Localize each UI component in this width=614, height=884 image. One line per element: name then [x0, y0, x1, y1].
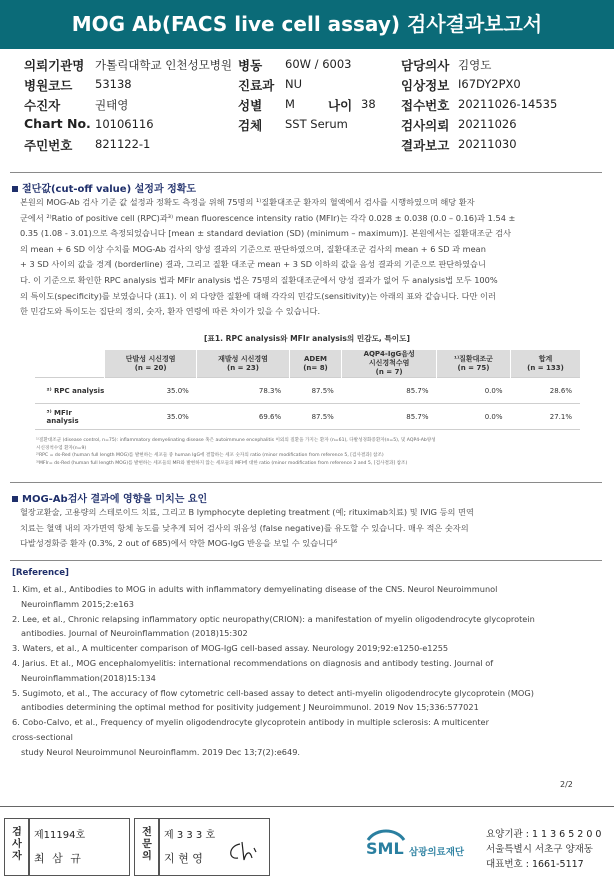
- doctor-label: 담당의사: [401, 58, 450, 73]
- para-line: 의 특이도(specificity)를 보였습니다 (표1). 이 외 다양한 질환에 대해 각각의 민감도(sensitivity)는 아래의 표와 같습니다. 다만 이러: [20, 290, 496, 301]
- receipt-value: 20211026-14535: [458, 97, 558, 111]
- section1-title-text: 절단값(cut-off value) 설정과 정확도: [22, 184, 197, 195]
- section-divider: [10, 560, 602, 561]
- para-line: 의 mean + 6 SD 이상 수치를 MOG-Ab 검사의 양성 결과의 기준으로 판단하였으며, 질환대조군 검사의 mean + 6 SD 과 mean: [20, 243, 486, 254]
- reference-item: study Neurol Neuroimmunol Neuroinflamm. 2019 Dec 13;7(2):e649.: [21, 746, 301, 757]
- signature-icon: [226, 838, 262, 864]
- table-cell: 78.3%: [197, 378, 289, 404]
- ward-value: 60W / 6003: [285, 57, 352, 71]
- footnote: 시신경척수염 환자(n=9): [36, 445, 87, 451]
- reference-item: 1. Kim, et al., Antibodies to MOG in adults with inflammatory demyelinating disease of the CNS. Neurol Neuroimmunol: [12, 584, 498, 594]
- row-label: ³⁾ MFIr analysis: [35, 404, 105, 430]
- institution-value: 가톨릭대학교 인천성모병원: [95, 58, 232, 72]
- section-divider: [10, 172, 602, 173]
- institution-label: 의뢰기관명: [24, 58, 85, 73]
- para-line: 치료는 혈액 내의 자가면역 항체 농도를 낮추게 되어 검사의 위음성 (false negative)를 유도할 수 있습니다. 매우 적은 숫자의: [20, 522, 469, 533]
- col-header: ADEM (n= 8): [289, 350, 342, 378]
- para-line: 한 민감도와 특이도는 집단의 정의, 숫자, 환자 연령에 따른 차이가 있을 수 있습니다.: [20, 306, 321, 317]
- col-header: 재발성 시신경염 (n = 23): [197, 350, 289, 378]
- table-title: [표1. RPC analysis와 MFIr analysis의 민감도, 특이도]: [204, 334, 410, 343]
- report-label: 결과보고: [401, 138, 450, 153]
- table-cell: 35.0%: [105, 404, 197, 430]
- sex-label: 성별: [238, 98, 263, 113]
- table-cell: 35.0%: [105, 378, 197, 404]
- section2-title-text: MOG-Ab검사 결과에 영향을 미치는 요인: [22, 494, 208, 505]
- table-cell: 85.7%: [342, 378, 437, 404]
- reference-item: antibodies determining the optimal method for positivity judgement J Neuroimmunol. 2019 Nov 15;336:577021: [21, 702, 479, 713]
- receipt-label: 접수번호: [401, 98, 450, 113]
- logo-sml-text: SML: [366, 839, 404, 858]
- age-label: 나이: [328, 98, 353, 113]
- para-line: 다. 이 기준으로 확인한 RPC analysis 법과 MFIr analysis 법은 75명의 질환대조군에서 양성 결과가 없어 두 analysis법 모두 100%: [20, 274, 498, 285]
- section1-title: [12, 180, 196, 195]
- reference-item: 4. Jarius. Et al., MOG encephalomyelitis: international recommendations on diagnosis and antibody testing. Journal of: [12, 657, 494, 668]
- dept-value: NU: [285, 77, 303, 91]
- footer-divider: [0, 806, 614, 807]
- specialist-name: 지 현 영: [164, 852, 203, 865]
- specialist-label: 전 문 의: [142, 827, 152, 862]
- report-value: 20211030: [458, 137, 517, 151]
- patient-value: 권태영: [95, 98, 129, 112]
- clinical-label: 임상정보: [401, 78, 450, 93]
- row-label: ²⁾ RPC analysis: [35, 378, 105, 404]
- ward-label: 병동: [238, 58, 263, 73]
- table-cell: 85.7%: [342, 404, 437, 430]
- reference-item: 6. Cobo-Calvo, et al., Frequency of myelin oligodendrocyte glycoprotein antibody in multiple sclerosis: A multicenter: [12, 717, 489, 728]
- section-divider: [10, 482, 602, 483]
- sex-value: M: [285, 97, 295, 111]
- para-line: + 3 SD 사이의 값을 경계 (borderline) 결과, 그리고 질환 대조군 mean + 3 SD 이하의 값을 음성 결과의 기준으로 판단하였습니: [20, 259, 486, 270]
- footnote: ²⁾RPC = ds-Red (human full length MOG)를 발현하는 세포들 중 human IgG에 결합하는 세포 숫자의 ratio (minor modification from reference 5, [검사결과] 참조): [36, 453, 384, 458]
- reference-item: Neuroinflammation(2018)15:134: [21, 672, 156, 683]
- table-row: [35, 378, 581, 404]
- request-value: 20211026: [458, 117, 517, 131]
- bullet-square-icon: [12, 496, 18, 502]
- examiner-name: 최 삼 규: [34, 852, 83, 865]
- section1-body: [20, 195, 602, 320]
- patient-label: 수진자: [24, 98, 61, 113]
- reference-item: cross-sectional: [12, 731, 73, 742]
- table-cell: 69.6%: [197, 404, 289, 430]
- col-header: AQP4-IgG음성 시신경척수염 (n = 7): [342, 350, 437, 378]
- dept-label: 진료과: [238, 78, 275, 93]
- phone: 대표번호 : 1661-5117: [486, 859, 584, 870]
- bullet-square-icon: [12, 186, 18, 192]
- table-corner: [35, 350, 105, 378]
- specialist-number: 제 3 3 3 호: [164, 830, 216, 841]
- doctor-value: 김영도: [458, 58, 492, 72]
- footnote: ³⁾MFIr= ds-Red (human full length MOG)를 발현하는 세포들의 MFI와 발현하지 않는 세포들의 MFI에 대한 ratio (minor modification from reference 2 and 5, [검사결과] 참조): [36, 460, 408, 466]
- address: 서울특별시 서초구 양재동: [486, 844, 593, 855]
- hospital-code-label: 병원코드: [24, 78, 73, 93]
- clinical-value: I67DY2PX0: [458, 77, 521, 91]
- footnote: ¹⁾질환대조군 (disease control, n=75): inflammatory demyelinating disease 혹은 autoimmune encephalitis 이외의 질환을 가지는 환자 (n=61), 다발성경화증환자(n=5), 및 AQP4-Ab양성: [36, 438, 436, 443]
- id-label: 주민번호: [24, 138, 73, 153]
- examiner-label-box: [4, 818, 30, 876]
- section2-body: [20, 505, 602, 552]
- col-header: ¹⁾질환대조군 (n = 75): [436, 350, 510, 378]
- reference-list: [12, 582, 602, 760]
- reference-item: 3. Waters, et al., A multicenter comparison of MOG-IgG cell-based assay. Neurology 2019;92:e1250-e1255: [12, 643, 449, 654]
- reference-item: antibodies. Journal of Neuroinflammation (2018)15:302: [21, 628, 248, 639]
- chart-label: Chart No.: [24, 116, 91, 131]
- reference-item: 2. Lee, et al., Chronic relapsing inflammatory optic neuropathy(CRION): a manifestation of myelin oligodendrocyte glycoprotein: [12, 613, 535, 624]
- table-cell: 87.5%: [289, 378, 342, 404]
- table-row: [35, 404, 581, 430]
- para-line: 다발성경화증 환자 (0.3%, 2 out of 685)에서 약한 MOG-IgG 반응을 보일 수 있습니다⁶: [20, 538, 338, 549]
- agency-number: 요양기관 : 1 1 3 6 5 2 0 0: [486, 829, 602, 840]
- id-value: 821122-1: [95, 137, 151, 151]
- col-header: 단발성 시신경염 (n = 20): [105, 350, 197, 378]
- request-label: 검사의뢰: [401, 118, 450, 133]
- para-line: 0.35 (1.08 - 3.01)으로 측정되었습니다 [mean ± standard deviation (SD) (minimum – maximum)]. 본원에서는 질환대조군 검사: [20, 228, 512, 239]
- table-cell: 27.1%: [510, 404, 580, 430]
- reference-item: 5. Sugimoto, et al., The accuracy of flow cytometric cell-based assay to detect anti-myelin oligodendrocyte glycoprotein (MOG): [12, 687, 534, 698]
- examiner-label: 검 사 자: [12, 827, 22, 862]
- table-header-row: [35, 350, 581, 378]
- sensitivity-table: [34, 350, 580, 430]
- table-footnotes: [36, 437, 596, 467]
- table-cell: 28.6%: [510, 378, 580, 404]
- specimen-value: SST Serum: [285, 117, 348, 131]
- col-header: 합계 (n = 133): [510, 350, 580, 378]
- logo-foundation-name: 삼광의료재단: [409, 847, 465, 858]
- hospital-code-value: 53138: [95, 77, 132, 91]
- table-cell: 0.0%: [436, 378, 510, 404]
- report-title: MOG Ab(FACS live cell assay) 검사결과보고서: [0, 0, 614, 49]
- reference-title: [Reference]: [12, 568, 69, 578]
- examiner-number: 제11194호: [34, 830, 86, 841]
- reference-item: Neuroinflamm 2015;2:e163: [21, 598, 134, 609]
- specimen-label: 검체: [238, 118, 263, 133]
- para-line: 군에서 ²⁾Ratio of positive cell (RPC)과³⁾ mean fluorescence intensity ratio (MFIr)는 각각 0.028 ± 0.038 (0.0 – 0.16)과 1.54 ±: [20, 212, 516, 223]
- patient-info: [0, 52, 614, 152]
- chart-value: 10106116: [95, 117, 154, 131]
- age-value: 38: [361, 97, 376, 111]
- page-number: 2/2: [560, 780, 573, 789]
- table-cell: 87.5%: [289, 404, 342, 430]
- table-cell: 0.0%: [436, 404, 510, 430]
- specialist-label-box: [134, 818, 160, 876]
- para-line: 혈장교환술, 고용량의 스테로이드 치료, 그리고 B lymphocyte depleting treatment (예; rituximab치료) 및 IVIG 등의 면역: [20, 507, 474, 517]
- section2-title: [12, 490, 207, 505]
- para-line: 본원의 MOG-Ab 검사 기준 값 설정과 정확도 측정을 위해 75명의 ¹⁾질환대조군 환자의 혈액에서 검사를 시행하였으며 해당 환자: [20, 197, 475, 207]
